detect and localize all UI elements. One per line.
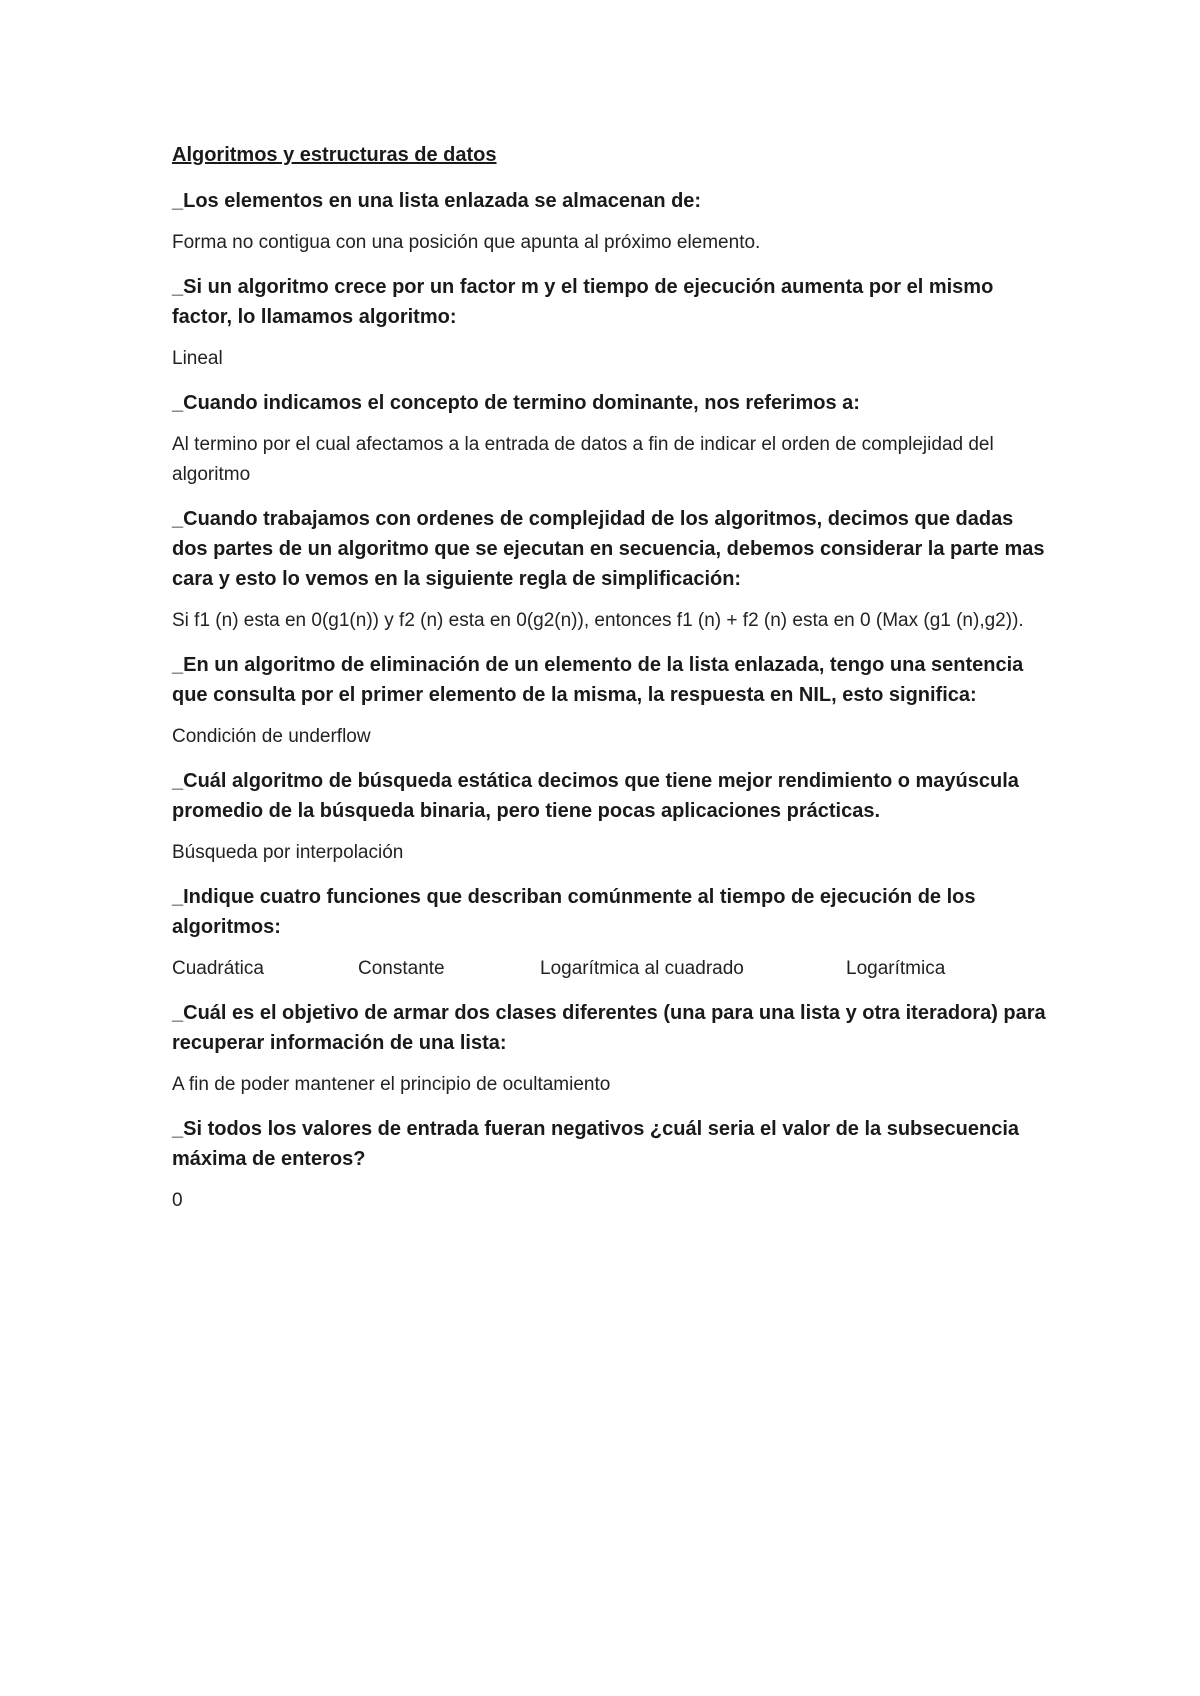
answer-text: Si f1 (n) esta en 0(g1(n)) y f2 (n) esta en 0(g2(n)), entonces f1 (n) + f2 (n) esta en 0 (Max (g1 (n),g2)). <box>172 610 1024 631</box>
question-text: _Si todos los valores de entrada fueran negativos ¿cuál seria el valor de la subsecuencia máxima de enteros? <box>172 1118 1019 1170</box>
document-body <box>172 140 1052 1230</box>
qa-item-3 <box>172 388 1052 490</box>
qa-item-7 <box>172 882 1052 984</box>
answer-text: Forma no contigua con una posición que apunta al próximo elemento. <box>172 232 761 253</box>
answer-list <box>172 954 1052 984</box>
answer-text: Condición de underflow <box>172 726 371 747</box>
answer-text: Al termino por el cual afectamos a la entrada de datos a fin de indicar el orden de complejidad del algoritmo <box>172 434 994 485</box>
answer-option: Constante <box>358 958 445 979</box>
qa-item-5 <box>172 650 1052 752</box>
qa-item-4 <box>172 504 1052 636</box>
question-text: _Cuál algoritmo de búsqueda estática decimos que tiene mejor rendimiento o mayúscula promedio de la búsqueda binaria, pero tiene pocas aplicaciones prácticas. <box>172 770 1019 822</box>
question-text: _Indique cuatro funciones que describan comúnmente al tiempo de ejecución de los algoritmos: <box>172 886 976 938</box>
answer-text: A fin de poder mantener el principio de ocultamiento <box>172 1074 611 1095</box>
answer-text: 0 <box>172 1190 183 1211</box>
qa-item-8 <box>172 998 1052 1100</box>
question-text: _Si un algoritmo crece por un factor m y el tiempo de ejecución aumenta por el mismo factor, lo llamamos algoritmo: <box>172 276 994 328</box>
question-text: _Cuando indicamos el concepto de termino dominante, nos referimos a: <box>172 392 860 414</box>
qa-item-9 <box>172 1114 1052 1216</box>
answer-option: Logarítmica al cuadrado <box>540 958 744 979</box>
question-text: _Cuál es el objetivo de armar dos clases diferentes (una para una lista y otra iteradora) para recuperar información de una lista: <box>172 1002 1046 1054</box>
qa-item-1 <box>172 186 1052 258</box>
qa-item-6 <box>172 766 1052 868</box>
question-text: _Los elementos en una lista enlazada se almacenan de: <box>172 190 702 212</box>
question-text: _Cuando trabajamos con ordenes de complejidad de los algoritmos, decimos que dadas dos partes de un algoritmo que se ejecutan en secuencia, debemos considerar la parte mas cara y esto lo vemos en la siguiente regla de simplificación: <box>172 508 1045 590</box>
answer-option: Logarítmica <box>846 958 946 979</box>
qa-item-2 <box>172 272 1052 374</box>
document-title: Algoritmos y estructuras de datos <box>172 144 497 166</box>
answer-option: Cuadrática <box>172 958 264 979</box>
answer-text: Lineal <box>172 348 223 369</box>
answer-text: Búsqueda por interpolación <box>172 842 404 863</box>
question-text: _En un algoritmo de eliminación de un elemento de la lista enlazada, tengo una sentencia que consulta por el primer elemento de la misma, la respuesta en NIL, esto significa: <box>172 654 1024 706</box>
